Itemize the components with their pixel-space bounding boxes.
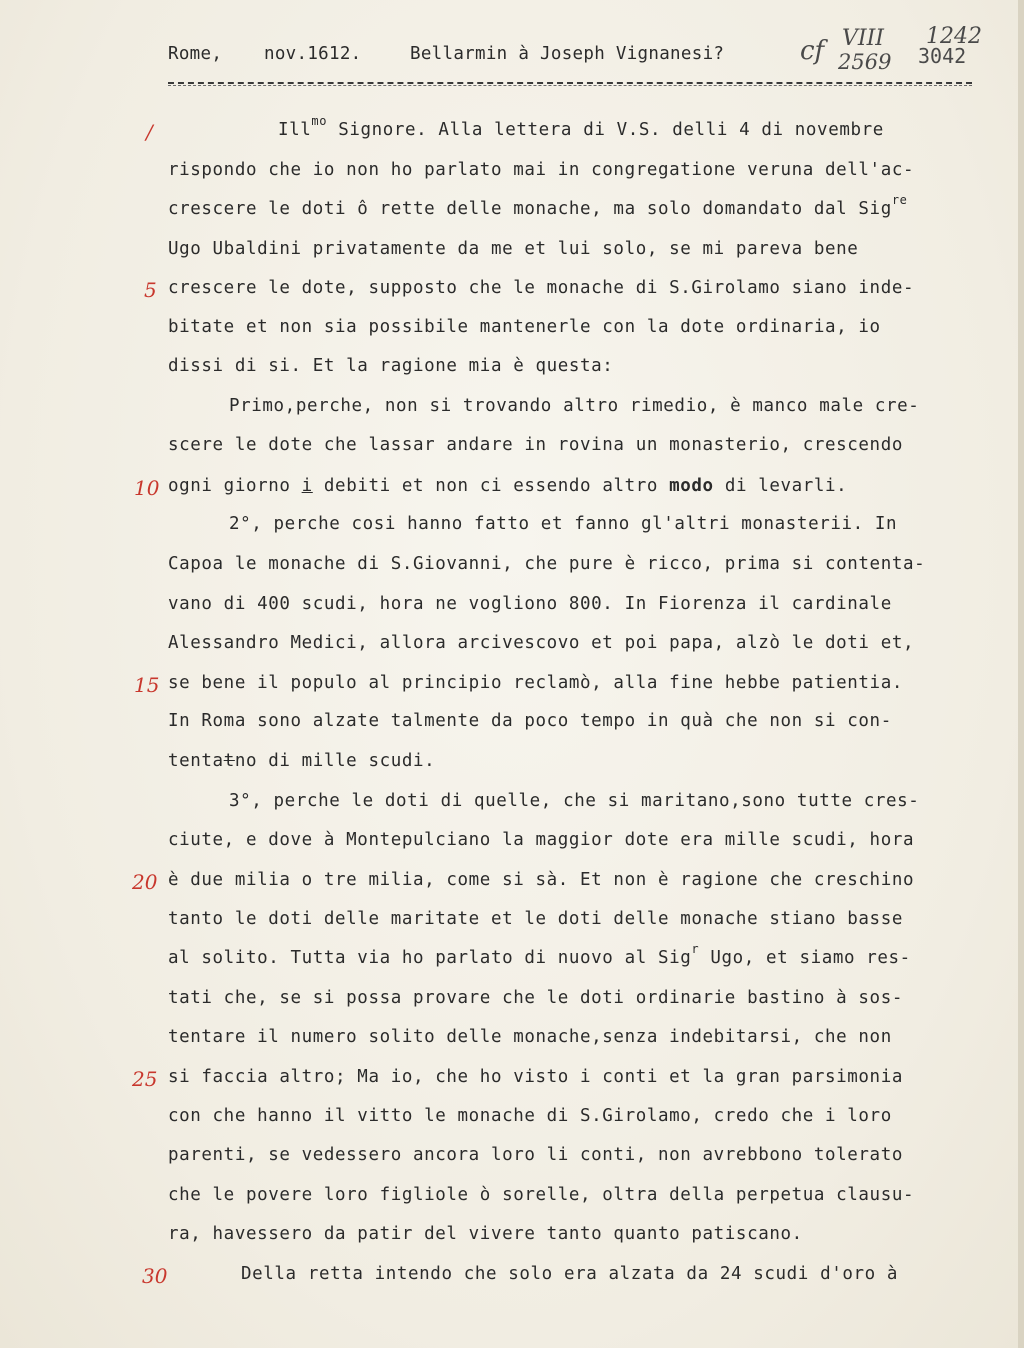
text-line: ra, havessero da patir del vivere tanto quanto patiscano. — [168, 1224, 803, 1244]
text-line: si faccia altro; Ma io, che ho visto i conti et la gran parsimonia — [168, 1067, 903, 1087]
letter-header — [168, 44, 724, 64]
header-divider-under — [168, 85, 972, 86]
text-line: Alessandro Medici, allora arcivescovo et poi papa, alzò le doti et, — [168, 633, 915, 653]
line-number-1: / — [146, 120, 153, 144]
text-line: Ugo Ubaldini privatamente da me et lui solo, se mi pareva bene — [168, 239, 859, 259]
text-line: bitate et non sia possibile mantenerle con la dote ordinaria, io — [168, 317, 881, 337]
pencil-annotation-ref: 1242 — [926, 24, 982, 49]
text-line: tentare il numero solito delle monache,senza indebitarsi, che non — [168, 1027, 892, 1047]
text-line: se bene il populo al principio reclamò, alla fine hebbe patientia. — [168, 673, 903, 693]
text-line: scere le dote che lassar andare in rovina un monasterio, crescendo — [168, 435, 903, 455]
text-line: Ill$^{mo}$ Signore. Alla lettera di V.S. delli 4 di novembre — [278, 114, 884, 140]
typed-annotation-number: 3042 — [918, 44, 967, 68]
text-line: tati che, se si possa provare che le doti ordinarie bastino à sos- — [168, 988, 903, 1008]
text-line: è due milia o tre milia, come si sà. Et non è ragione che creschino — [168, 870, 915, 890]
text-line: Della retta intendo che solo era alzata da 24 scudi d'oro à — [241, 1264, 899, 1284]
text-line: 3°, perche le doti di quelle, che si maritano,sono tutte cres- — [229, 791, 920, 811]
text-line: ogni giorno i debiti et non ci essendo altro modo di levarli. — [168, 476, 848, 496]
line-number-25: 25 — [132, 1067, 158, 1091]
text-line: ciute, e dove à Montepulciano la maggior dote era mille scudi, hora — [168, 830, 915, 850]
text-line: vano di 400 scudi, hora ne vogliono 800. In Fiorenza il cardinale — [168, 594, 892, 614]
text-line: dissi di si. Et la ragione mia è questa: — [168, 356, 614, 376]
text-line: tentatno di mille scudi. — [168, 751, 436, 771]
text-line: Capoa le monache di S.Giovanni, che pure è ricco, prima si contenta- — [168, 554, 926, 574]
text-line: con che hanno il vitto le monache di S.Girolamo, credo che i loro — [168, 1106, 892, 1126]
text-line: crescere le doti ô rette delle monache, ma solo domandato dal Sig$^{re}$ — [168, 193, 908, 219]
header-title: Bellarmin à Joseph Vignanesi? — [410, 44, 725, 64]
line-number-10: 10 — [134, 476, 160, 500]
line-number-30: 30 — [142, 1264, 168, 1288]
header-date: nov.1612. — [264, 44, 362, 64]
text-line: crescere le dote, supposto che le monache di S.Girolamo siano inde- — [168, 278, 915, 298]
text-line: rispondo che io non ho parlato mai in congregatione veruna dell'ac- — [168, 160, 915, 180]
text-line: parenti, se vedessero ancora loro li conti, non avrebbono tolerato — [168, 1145, 903, 1165]
line-number-15: 15 — [134, 673, 160, 697]
text-line: In Roma sono alzate talmente da poco tempo in quà che non si con- — [168, 711, 892, 731]
text-line: Primo,perche, non si trovando altro rimedio, è manco male cre- — [229, 396, 920, 416]
header-place: Rome, — [168, 44, 223, 64]
text-line: che le povere loro figliole ò sorelle, oltra della perpetua clausu- — [168, 1185, 915, 1205]
page-edge — [1018, 0, 1024, 1348]
line-number-5: 5 — [144, 278, 157, 302]
text-line: tanto le doti delle maritate et le doti delle monache stiano basse — [168, 909, 903, 929]
text-line: 2°, perche cosi hanno fatto et fanno gl'altri monasterii. In — [229, 514, 898, 534]
pencil-annotation-page: 2569 — [838, 50, 892, 74]
line-number-20: 20 — [132, 870, 158, 894]
pencil-annotation-volume: VIII — [842, 26, 884, 51]
text-line: al solito. Tutta via ho parlato di nuovo al Sig$^r$ Ugo, et siamo res- — [168, 942, 911, 968]
header-divider — [168, 82, 972, 84]
pencil-annotation-cf: cf — [800, 36, 825, 66]
